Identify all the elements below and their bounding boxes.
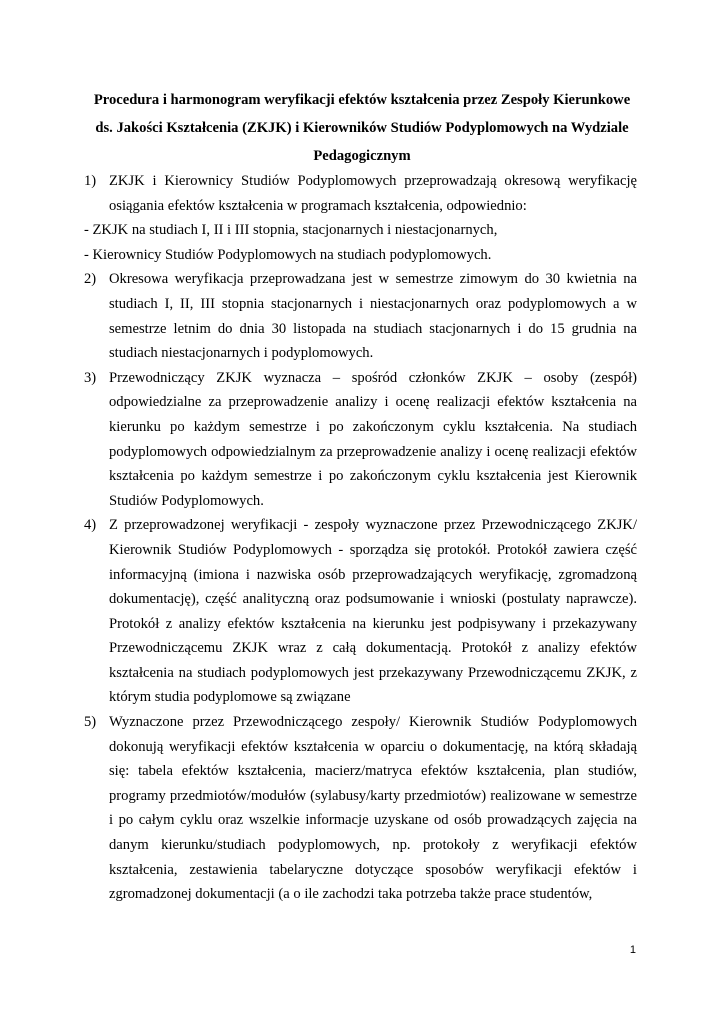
list-item-4 — [84, 513, 637, 710]
title-line-2: ds. Jakości Kształcenia (ZKJK) i Kierowników Studiów Podyplomowych na Wydziale — [95, 120, 629, 136]
list-item-5 — [84, 710, 637, 907]
item-text: Z przeprowadzonej weryfikacji - zespoły wyznaczone przez Przewodniczącego ZKJK/ Kierownik Studiów Podyplomowych - sporządza się protokół. Protokół zawiera część informacyjną (imiona i nazwiska osób przeprowadzających weryfikację, zgromadzoną dokumentację), część analityczną oraz podsumowanie i wnioski (postulaty naprawcze). Protokół z analizy efektów kształcenia na kierunku jest podpisywany i przekazywany Przewodniczącemu ZKJK wraz z całą dokumentacją. Protokół z analizy efektów kształcenia na studiach podyplomowych jest przekazywany Przewodniczącemu ZKJK, z którym studia podyplomowe są związane — [109, 517, 637, 706]
list-item-3 — [84, 366, 637, 514]
item-number: 3) — [84, 369, 97, 386]
item-text: Okresowa weryfikacja przeprowadzana jest w semestrze zimowym do 30 kwietnia na studiach I, II, III stopnia stacjonarnych i niestacjonarnych oraz podyplomowych a w semestrze letnim do dnia 30 listopada na studiach stacjonarnych i do 15 grudnia na studiach niestacjonarnych i podyplomowych. — [109, 271, 637, 362]
page-number: 1 — [629, 944, 636, 956]
sub-item-zkjk: - ZKJK na studiach I, II i III stopnia, stacjonarnych i niestacjonarnych, — [84, 222, 498, 239]
item-number: 5) — [84, 714, 97, 731]
item-text: Wyznaczone przez Przewodniczącego zespoły/ Kierownik Studiów Podyplomowych dokonują weryfikacji efektów kształcenia w oparciu o dokumentację, na którą składają się: tabela efektów kształcenia, macierz/matryca efektów kształcenia, plan studiów, programy przedmiotów/modułów (sylabusy/karty przedmiotów) realizowane w semestrze i po całym cyklu oraz wszelkie informacje uzyskane od osób prowadzących zajęcia na danym kierunku/studiach podyplomowych, np. protokoły z weryfikacji efektów kształcenia, zestawienia tabelaryczne dotyczące sposobów weryfikacji efektów i zgromadzonej dokumentacji (a o ile zachodzi taka potrzeba także prace studentów, — [109, 714, 637, 903]
item-number: 2) — [84, 271, 97, 288]
document-body — [84, 169, 637, 907]
document-title — [80, 86, 644, 170]
item-number: 1) — [84, 173, 97, 189]
item-number: 4) — [84, 517, 97, 534]
item-text: Przewodniczący ZKJK wyznacza – spośród członków ZKJK – osoby (zespół) odpowiedzialne za przeprowadzenie analizy i ocenę realizacji efektów kształcenia na kierunku po każdym semestrze i po zakończonym cyklu kształcenia. Na studiach podyplomowych odpowiedzialnym za przeprowadzenie analizy i ocenę realizacji efektów kształcenia po każdym semestrze i po zakończonym cyklu kształcenia jest Kierownik Studiów Podyplomowych. — [109, 369, 637, 509]
item-text: ZKJK i Kierownicy Studiów Podyplomowych przeprowadzają okresową weryfikację osiągania efektów kształcenia w programach kształcenia, odpowiednio: — [109, 173, 637, 214]
list-item-1 — [84, 169, 637, 218]
list-item-2 — [84, 267, 637, 365]
title-line-3: Pedagogicznym — [313, 148, 411, 164]
sub-item-kierownicy: - Kierownicy Studiów Podyplomowych na studiach podyplomowych. — [84, 246, 492, 263]
title-line-1: Procedura i harmonogram weryfikacji efektów kształcenia przez Zespoły Kierunkowe — [93, 92, 631, 108]
